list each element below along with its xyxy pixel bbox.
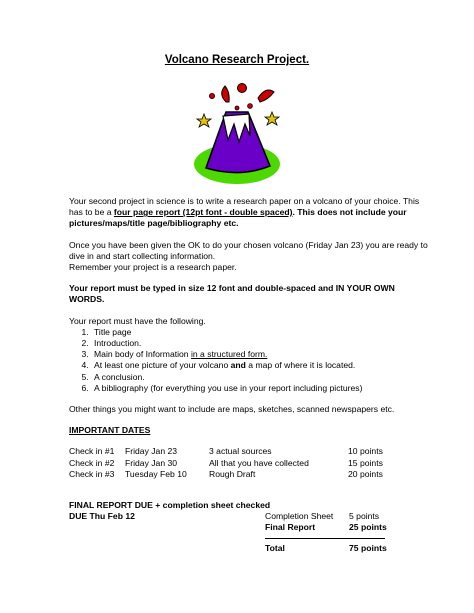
list-item: 1. Title page	[91, 327, 429, 338]
list-item-bold: and	[230, 360, 246, 371]
completion-label: Completion Sheet	[265, 511, 334, 522]
check-task: 3 actual sources	[209, 446, 272, 457]
list-item	[91, 360, 429, 371]
requirements-list	[69, 327, 429, 394]
lava-drop-1	[209, 93, 214, 98]
check-task: All that you have collected	[209, 457, 309, 468]
list-item-text: Main body of Information	[94, 349, 191, 360]
check-row	[69, 458, 429, 469]
must-have-line: Your report must have the following.	[69, 315, 206, 326]
list-item: 2. Introduction.	[91, 338, 429, 349]
lava-drop-3	[235, 106, 239, 110]
other-things-line: Other things you might want to include are maps, sketches, scanned newspapers etc.	[69, 404, 395, 415]
lava-drop-2	[248, 104, 253, 109]
remember-line: Remember your project is a research paper.	[69, 262, 237, 273]
list-item: 6. A bibliography (for everything you use in your report including pictures)	[91, 383, 429, 394]
intro-bold-text: . This does not include your pictures/maps/title page/bibliography etc.	[69, 207, 407, 229]
check-task: Rough Draft	[209, 468, 256, 479]
list-item-text: At least one picture of your volcano	[94, 360, 231, 371]
volcano-clipart	[192, 78, 286, 186]
final-report-label: Final Report	[265, 522, 316, 533]
check-points: 15 points	[348, 457, 383, 468]
final-row-1	[69, 500, 429, 511]
star-left	[197, 114, 211, 127]
ok-paragraph: Once you have been given the OK to do your chosen volcano (Friday Jan 23) you are ready to dive in and start collecting information.	[69, 239, 428, 261]
final-due-heading: FINAL REPORT DUE + completion sheet checked	[69, 500, 271, 511]
intro-text: Your second project in science is to write a research paper on a volcano of your choice. This has to be a	[69, 196, 420, 218]
check-row	[69, 446, 429, 457]
total-row	[69, 543, 429, 554]
lava-left	[222, 86, 229, 102]
list-item-underlined: in a structured form.	[190, 349, 268, 360]
check-label: Check in #2	[69, 457, 115, 468]
dates-heading: IMPORTANT DATES	[69, 425, 151, 436]
final-row-3	[69, 522, 429, 533]
total-rule	[265, 538, 385, 539]
lava-right	[258, 90, 274, 102]
list-item	[91, 349, 429, 360]
completion-points: 5 points	[349, 511, 380, 522]
check-label: Check in #3	[69, 468, 115, 479]
lava-blob-center	[238, 84, 247, 93]
final-due-date: DUE Thu Feb 12	[69, 511, 135, 522]
typed-requirement: Your report must be typed in size 12 font and double-spaced and IN YOUR OWN WORDS.	[69, 283, 395, 305]
check-date: Friday Jan 30	[125, 457, 178, 468]
star-right	[265, 112, 279, 125]
list-item-text: a map of where it is located.	[245, 360, 356, 371]
intro-emphasis: four page report (12pt font - double spaced)	[113, 207, 293, 218]
check-date: Tuesday Feb 10	[125, 468, 187, 479]
intro-paragraph	[69, 196, 429, 230]
total-label: Total	[265, 542, 285, 553]
check-points: 20 points	[348, 468, 383, 479]
check-date: Friday Jan 23	[125, 446, 178, 457]
final-report-points: 25 points	[349, 522, 387, 533]
final-row-2	[69, 511, 429, 522]
document-body	[69, 196, 429, 554]
total-rule-wrap	[69, 534, 429, 543]
list-item: 5. A conclusion.	[91, 372, 429, 383]
total-points: 75 points	[349, 542, 387, 553]
check-label: Check in #1	[69, 446, 115, 457]
page-title: Volcano Research Project.	[164, 54, 310, 66]
check-points: 10 points	[348, 446, 383, 457]
check-row	[69, 469, 429, 480]
